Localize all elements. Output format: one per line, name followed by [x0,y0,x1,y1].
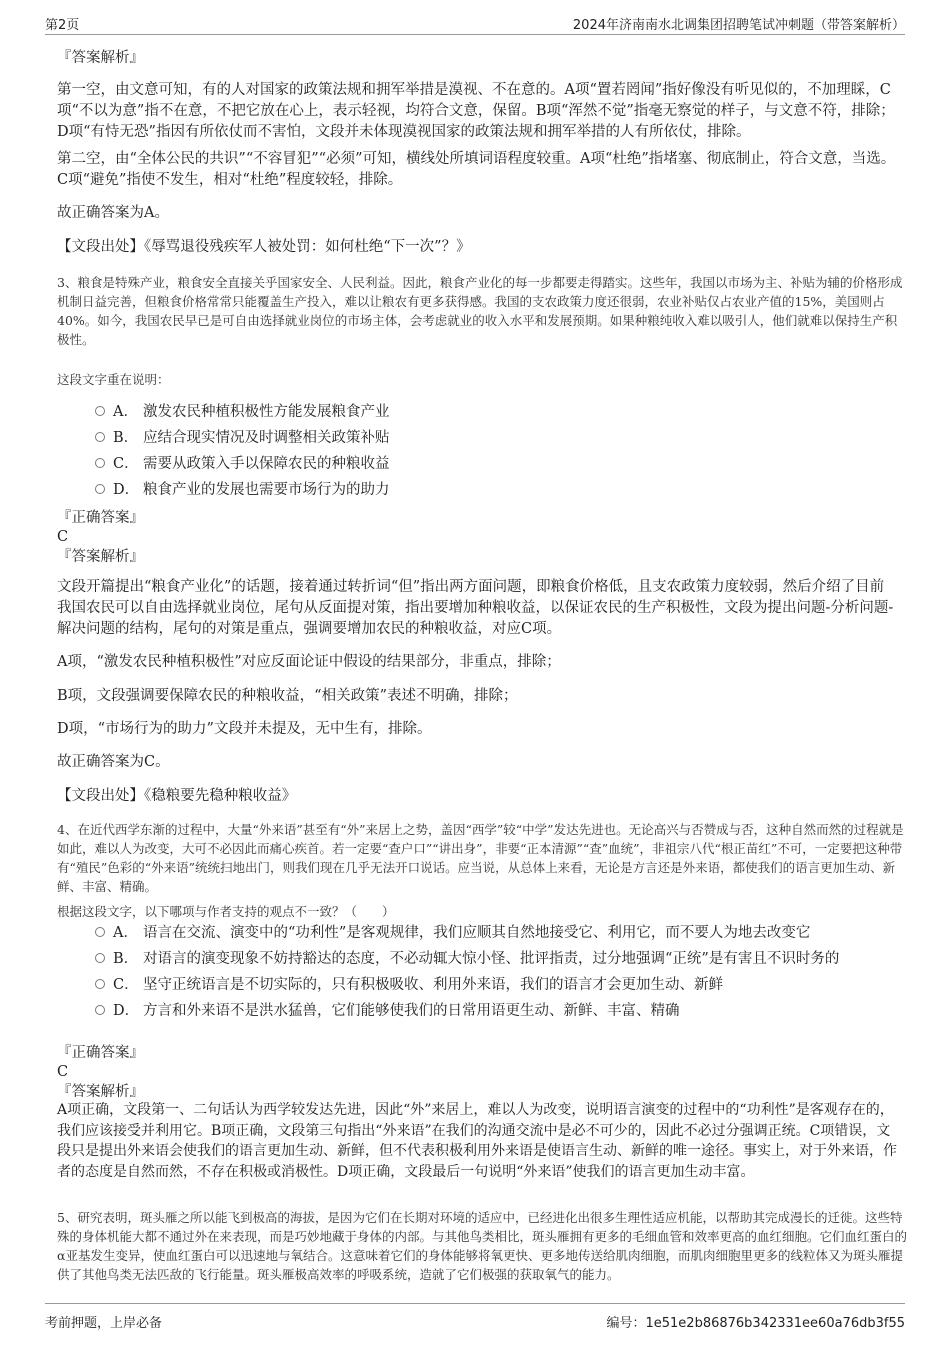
option-letter: A． [113,925,138,941]
q4-analysis-label: 『答案解析』 [57,1084,144,1100]
radio-icon[interactable] [95,979,105,989]
option-text: 语言在交流、演变中的“功利性”是客观规律，我们应顺其自然地接受它、利用它，而不要人为地去改变它 [143,925,811,941]
q2-conclusion: 故正确答案为A。 [57,205,169,221]
q3-analysis-label: 『答案解析』 [57,549,144,565]
q3-stem: 3、粮食是特殊产业，粮食安全直接关乎国家安全、人民利益。因此，粮食产业化的每一步都要走得踏实。这些年，我国以市场为主、补贴为辅的价格形成机制日益完善，但粮食价格常常只能覆盖生产投入，难以让粮农有更多获得感。我国的支农政策力度还很弱，农业补贴仅占农业产值的15%，美国则占40%。如今，我国农民早已是可自由选择就业岗位的市场主体，会考虑就业的收入水平和发展预期。如果种粮纯收入难以吸引人，他们就难以保持生产积极性。 [57,275,903,347]
q4-option-d[interactable] [95,1001,680,1021]
q3-analysis: 文段开篇提出“粮食产业化”的话题，接着通过转折词“但”指出两方面问题，即粮食价格低，且支农政策力度较弱，然后介绍了目前我国农民可以自由选择就业岗位，尾句从反面提对策，指出要增加种粮收益，以保证农民的生产积极性，文段为提出问题-分析问题-解决问题的结构，尾句的对策是重点，强调要增加农民的种粮收益，对应C项。 [57,579,894,637]
page-header [45,12,905,35]
q3-option-b[interactable] [95,428,390,448]
q4-answer-label: 『正确答案』 [57,1045,144,1061]
q2-source: 【文段出处】《辱骂退役残疾军人被处罚：如何杜绝“下一次”？》 [57,239,471,255]
q2-analysis-label: 『答案解析』 [57,50,144,66]
option-letter: A． [113,404,138,420]
q3-option-c[interactable] [95,454,390,474]
document-title: 2024年济南南水北调集团招聘笔试冲刺题（带答案解析） [572,18,905,33]
q3-analysis-a: A项，“激发农民种植积极性”对应反面论证中假设的结果部分，非重点，排除； [57,654,561,670]
option-letter: B． [113,951,139,967]
footer-slogan: 考前押题，上岸必备 [45,1316,163,1331]
q3-prompt: 这段文字重在说明： [57,372,170,387]
q4-option-c[interactable] [95,975,723,995]
page-number: 第2页 [45,18,80,33]
q3-analysis-d: D项，“市场行为的助力”文段并未提及，无中生有，排除。 [57,721,432,737]
q4-option-a[interactable] [95,923,810,943]
radio-icon[interactable] [95,458,105,468]
option-text: 对语言的演变现象不妨持豁达的态度，不必动辄大惊小怪、批评指责，过分地强调“正统”是有害且不识时务的 [143,951,840,967]
radio-icon[interactable] [95,1005,105,1015]
option-text: 需要从政策入手以保障农民的种粮收益 [143,456,390,472]
option-text: 方言和外来语不是洪水猛兽，它们能够使我们的日常用语更生动、新鲜、丰富、精确 [143,1003,680,1019]
q2-analysis-para2: 第二空，由“全体公民的共识”“不容冒犯”“必须”可知，横线处所填词语程度较重。A项“杜绝”指堵塞、彻底制止，符合文意，当选。C项“避免”指使不发生，相对“杜绝”程度较轻，排除。 [57,151,896,188]
q3-analysis-b: B项，文段强调要保障农民的种粮收益，“相关政策”表述不明确，排除； [57,688,518,704]
q3-answer: C [57,529,69,545]
q5-stem: 5、研究表明，斑头雁之所以能飞到极高的海拔，是因为它们在长期对环境的适应中，已经进化出很多生理性适应机能，以帮助其完成漫长的迁徙。这些特殊的身体机能大都不通过外在来表现，而是巧妙地藏于身体的内部。与其他鸟类相比，斑头雁拥有更多的毛细血管和效率更高的血红细胞。它们血红蛋白的α亚基发生变异，使血红蛋白可以迅速地与氧结合。这意味着它们的身体能够将氧更快、更多地传送给肌肉细胞，而肌肉细胞里更多的线粒体又为斑头雁提供了其他鸟类无法匹敌的飞行能量。斑头雁极高效率的呼吸系统，造就了它们极强的获取氧气的能力。 [57,1210,908,1282]
q4-option-b[interactable] [95,949,839,969]
option-text: 粮食产业的发展也需要市场行为的助力 [143,482,390,498]
q3-conclusion: 故正确答案为C。 [57,754,170,770]
q3-option-d[interactable] [95,480,390,500]
option-text: 坚守正统语言是不切实际的，只有积极吸收、利用外来语，我们的语言才会更加生动、新鲜 [143,977,723,993]
option-letter: C． [113,456,139,472]
radio-icon[interactable] [95,406,105,416]
option-letter: B． [113,430,139,446]
option-text: 激发农民种植积极性方能发展粮食产业 [143,404,390,420]
q3-answer-label: 『正确答案』 [57,510,144,526]
option-letter: D． [113,482,140,498]
q4-stem: 4、在近代西学东渐的过程中，大量“外来语”甚至有“外”来居上之势，盖因“西学”较“中学”发达先进也。无论高兴与否赞成与否，这种自然而然的过程就是如此，难以人为改变，大可不必因此而痛心疾首。若一定要“查户口”“讲出身”，非要“正本清源”“查”血统”，非祖宗八代“根正苗红”不可，一定要把这种带有“殖民”色彩的“外来语”统统扫地出门，则我们现在几乎无法开口说话。应当说，从总体上来看，无论是方言还是外来语，都使我们的语言更加生动、新鲜、丰富、精确。 [57,822,904,894]
footer-code: 编号：1e51e2b86876b342331ee60a76db3f55 [606,1316,905,1331]
radio-icon[interactable] [95,432,105,442]
radio-icon[interactable] [95,953,105,963]
option-letter: C． [113,977,139,993]
radio-icon[interactable] [95,484,105,494]
q2-analysis-para1: 第一空，由文意可知，有的人对国家的政策法规和拥军举措是漠视、不在意的。A项“置若罔闻”指好像没有听见似的，不加理睬，C项“不以为意”指不在意，不把它放在心上，表示轻视，均符合文意，保留。B项“浑然不觉”指毫无察觉的样子，与文意不符，排除；D项“有恃无恐”指因有所依仗而不害怕，文段并未体现漠视国家的政策法规和拥军举措的人有所依仗，排除。 [57,82,895,140]
option-letter: D． [113,1003,140,1019]
option-text: 应结合现实情况及时调整相关政策补贴 [143,430,390,446]
radio-icon[interactable] [95,927,105,937]
q4-prompt: 根据这段文字，以下哪项与作者支持的观点不一致？（ ） [57,904,395,919]
q4-analysis: A项正确，文段第一、二句话认为西学较发达先进，因此“外”来居上，难以人为改变，说明语言演变的过程中的“功利性”是客观存在的，我们应该接受并利用它。B项正确，文段第三句指出“外来语”在我们的沟通交流中是必不可少的，因此不必过分强调正统。C项错误，文段只是提出外来语会使我们的语言更加生动、新鲜，但不代表积极利用外来语是使语言生动、新鲜的唯一途径。事实上，对于外来语，作者的态度是自然而然，不存在积极或消极性。D项正确，文段最后一句说明“外来语”使我们的语言更加生动丰富。 [57,1102,897,1180]
q3-source: 【文段出处】《稳粮要先稳种粮收益》 [57,788,297,804]
q4-answer: C [57,1064,69,1080]
q3-option-a[interactable] [95,402,390,422]
page-footer [45,1303,905,1330]
